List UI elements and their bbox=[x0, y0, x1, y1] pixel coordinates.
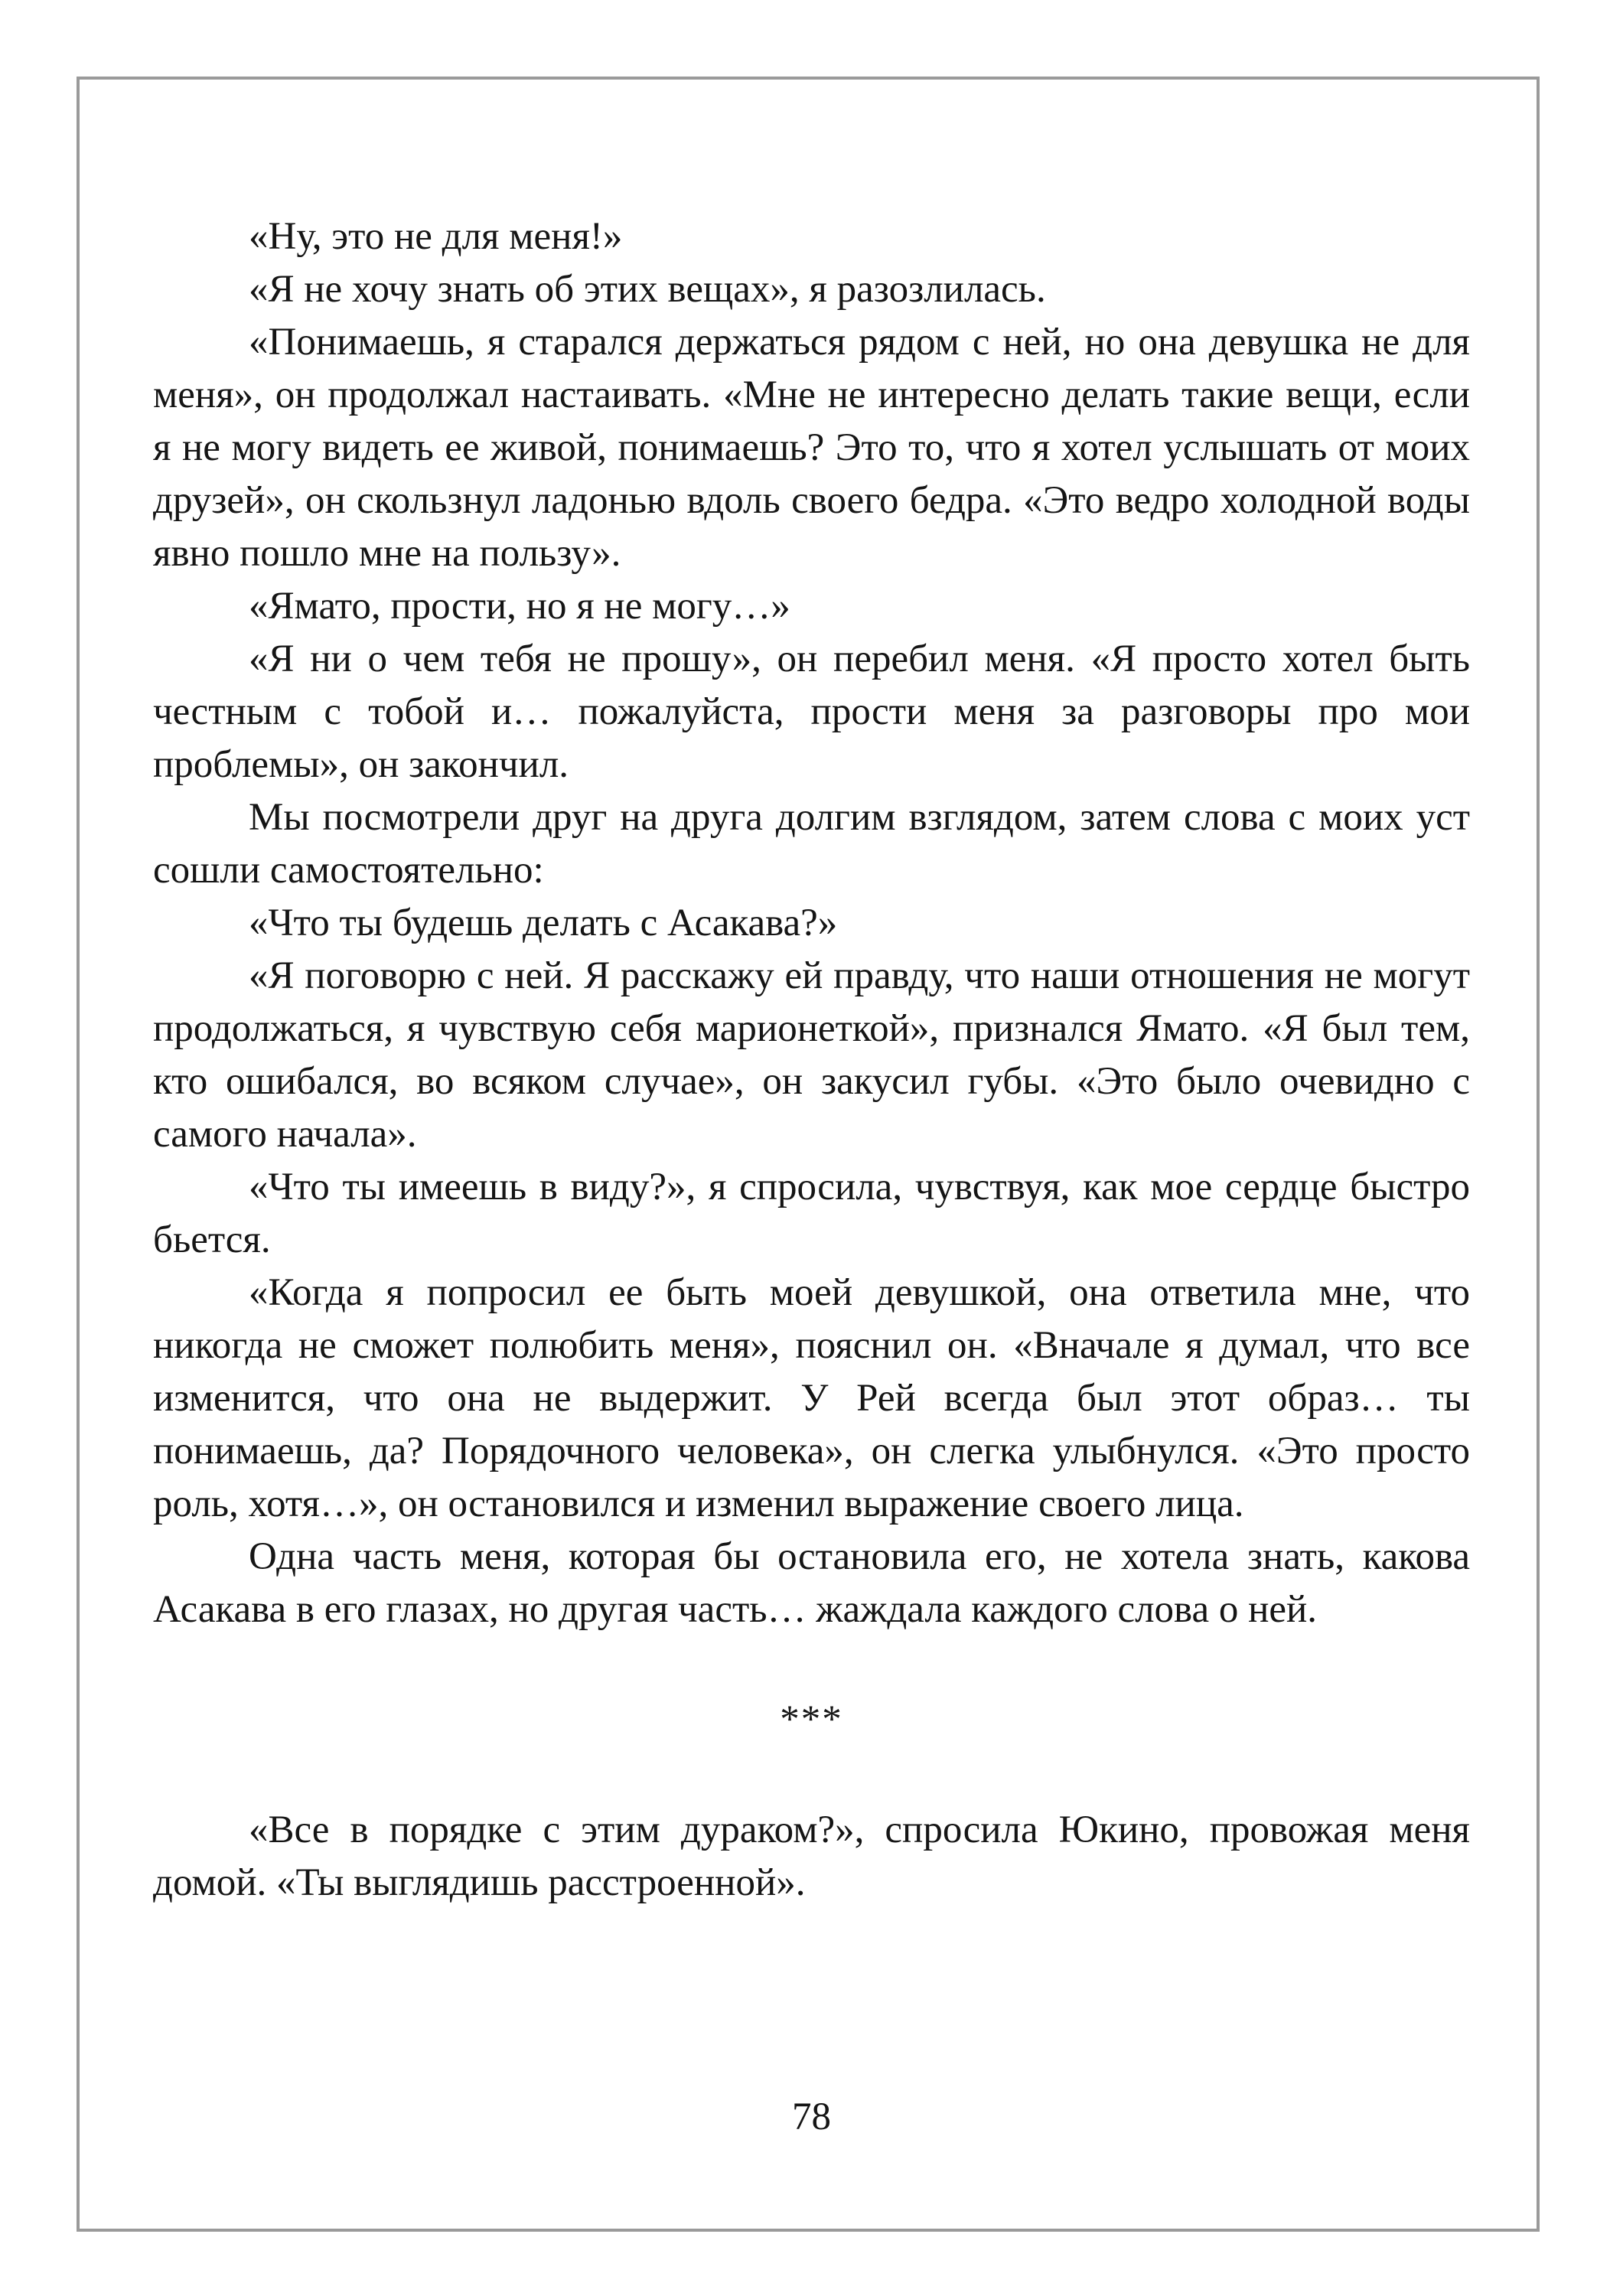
paragraph: Мы посмотрели друг на друга долгим взглядом, затем слова с моих уст сошли самостоятельно: bbox=[153, 796, 1470, 892]
paragraph: «Ямато, прости, но я не могу…» bbox=[249, 585, 790, 628]
page-number: 78 bbox=[792, 2095, 831, 2138]
paragraph: «Ну, это не для меня!» bbox=[249, 215, 623, 258]
paragraph: Одна часть меня, которая бы остановила его, не хотела знать, какова Асакава в его глазах, но другая часть… жаждала каждого слова о ней. bbox=[153, 1535, 1470, 1631]
paragraph: «Я не хочу знать об этих вещах», я разозлилась. bbox=[249, 268, 1046, 311]
paragraph: «Все в порядке с этим дураком?», спросила Юкино, провожая меня домой. «Ты выглядишь расстроенной». bbox=[153, 1808, 1470, 1904]
paragraph: «Понимаешь, я старался держаться рядом с ней, но она девушка не для меня», он продолжал настаивать. «Мне не интересно делать такие вещи, если я не могу видеть ее живой, понимаешь? Это то, что я хотел услышать от моих друзей», он скользнул ладонью вдоль своего бедра. «Это ведро холодной воды явно пошло мне на пользу». bbox=[153, 321, 1470, 575]
paragraph: «Я поговорю с ней. Я расскажу ей правду, что наши отношения не могут продолжаться, я чувствую себя марионеткой», признался Ямато. «Я был тем, кто ошибался, во всяком случае», он закусил губы. «Это было очевидно с самого начала». bbox=[153, 954, 1470, 1156]
paragraph: «Когда я попросил ее быть моей девушкой, она ответила мне, что никогда не сможет полюбить меня», пояснил он. «Вначале я думал, что все изменится, что она не выдержит. У Рей всегда был этот образ… ты понимаешь, да? Порядочного человека», он слегка улыбнулся. «Это просто роль, хотя…», он остановился и изменил выражение своего лица. bbox=[153, 1271, 1470, 1525]
body-text bbox=[153, 210, 1470, 1910]
paragraph: «Что ты будешь делать с Асакава?» bbox=[249, 902, 838, 944]
scene-separator: *** bbox=[780, 1698, 843, 1741]
paragraph: «Что ты имеешь в виду?», я спросила, чувствуя, как мое сердце быстро бьется. bbox=[153, 1166, 1470, 1261]
paragraph: «Я ни о чем тебя не прошу», он перебил меня. «Я просто хотел быть честным с тобой и… пожалуйста, прости меня за разговоры про мои проблемы», он закончил. bbox=[153, 638, 1470, 786]
